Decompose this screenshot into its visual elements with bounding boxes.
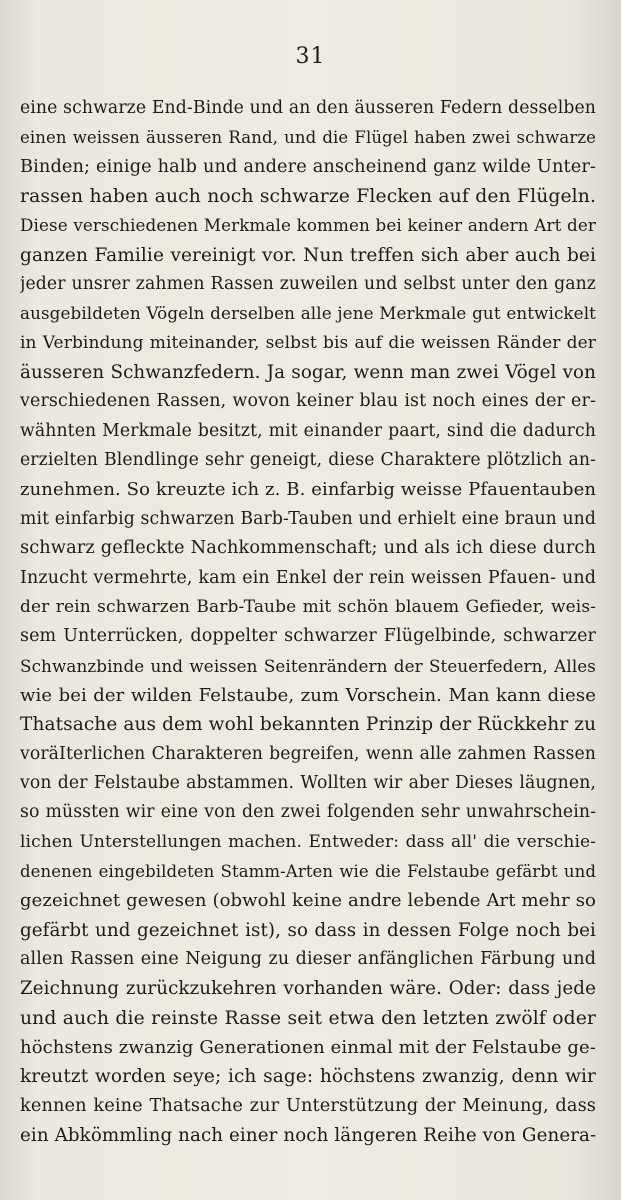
text-line: rassen haben auch noch schwarze Flecken auf den Flügeln. — [20, 186, 596, 208]
text-line: kreutzt worden seye; ich sage: höchstens zwanzig, denn wir — [20, 1066, 596, 1088]
text-line: denenen eingebildeten Stamm-Arten wie die Felstaube gefärbt und — [20, 861, 596, 881]
text-line: erzielten Blendlinge sehr geneigt, diese Charaktere plötzlich an- — [20, 450, 596, 471]
text-line: in Verbindung miteinander, selbst bis auf die weissen Ränder der — [20, 332, 596, 353]
text-line: voräIterlichen Charakteren begreifen, wenn alle zahmen Rassen — [20, 743, 596, 764]
text-line: schwarz gefleckte Nachkommenschaft; und als ich diese durch — [20, 538, 596, 559]
text-line: allen Rassen eine Neigung zu dieser anfänglichen Färbung und — [20, 948, 596, 969]
text-line: ein Abkömmling nach einer noch längeren Reihe von Genera- — [20, 1125, 596, 1147]
text-line: Thatsache aus dem wohl bekannten Prinzip der Rückkehr zu — [20, 714, 596, 736]
text-line: ausgebildeten Vögeln derselben alle jene Merkmale gut entwickelt — [20, 303, 596, 324]
text-line: höchstens zwanzig Generationen einmal mit der Felstaube ge- — [20, 1037, 596, 1058]
text-line: äusseren Schwanzfedern. Ja sogar, wenn man zwei Vögel von — [20, 362, 596, 384]
text-line: Zeichnung zurückzukehren vorhanden wäre. Oder: dass jede — [20, 978, 596, 1000]
text-line: zunehmen. So kreuzte ich z. B. einfarbig weisse Pfauentauben — [20, 479, 596, 501]
text-line: Binden; einige halb und andere anscheinend ganz wilde Unter- — [20, 156, 596, 177]
text-line: Schwanzbinde und weissen Seitenrändern der Steuerfedern, Alles — [20, 655, 596, 676]
text-line: lichen Unterstellungen machen. Entweder: dass all' die verschie- — [20, 831, 596, 852]
text-line: mit einfarbig schwarzen Barb-Tauben und erhielt eine braun und — [20, 508, 596, 529]
text-line: gezeichnet gewesen (obwohl keine andre lebende Art mehr so — [20, 890, 596, 912]
text-line: und auch die reinste Rasse seit etwa den letzten zwölf oder — [20, 1007, 596, 1029]
text-line: einen weissen äusseren Rand, und die Flügel haben zwei schwarze — [20, 128, 596, 148]
text-line: wie bei der wilden Felstaube, zum Vorschein. Man kann diese — [20, 684, 596, 706]
text-line: verschiedenen Rassen, wovon keiner blau ist noch eines der er- — [20, 391, 596, 412]
body-text — [20, 94, 596, 1150]
text-line: kennen keine Thatsache zur Unterstützung der Meinung, dass — [20, 1095, 596, 1116]
text-line: eine schwarze End-Binde und an den äusseren Federn desselben — [20, 98, 596, 118]
text-line: jeder unsrer zahmen Rassen zuweilen und selbst unter den ganz — [20, 274, 596, 295]
text-line: wähnten Merkmale besitzt, mit einander paart, sind die dadurch — [20, 420, 596, 441]
text-line: Inzucht vermehrte, kam ein Enkel der rein weissen Pfauen- und — [20, 567, 596, 588]
page-number: 31 — [295, 44, 326, 69]
text-line: Diese verschiedenen Merkmale kommen bei keiner andern Art der — [20, 215, 596, 236]
text-line: ganzen Familie vereinigt vor. Nun treffen sich aber auch bei — [20, 244, 596, 266]
text-line: so müssten wir eine von den zwei folgenden sehr unwahrschein- — [20, 802, 596, 823]
text-line: der rein schwarzen Barb-Taube mit schön blauem Gefieder, weis- — [20, 596, 596, 617]
text-line: von der Felstaube abstammen. Wollten wir aber Dieses läugnen, — [20, 772, 596, 793]
text-line: gefärbt und gezeichnet ist), so dass in dessen Folge noch bei — [20, 919, 596, 941]
text-line: sem Unterrücken, doppelter schwarzer Flügelbinde, schwarzer — [20, 626, 596, 647]
